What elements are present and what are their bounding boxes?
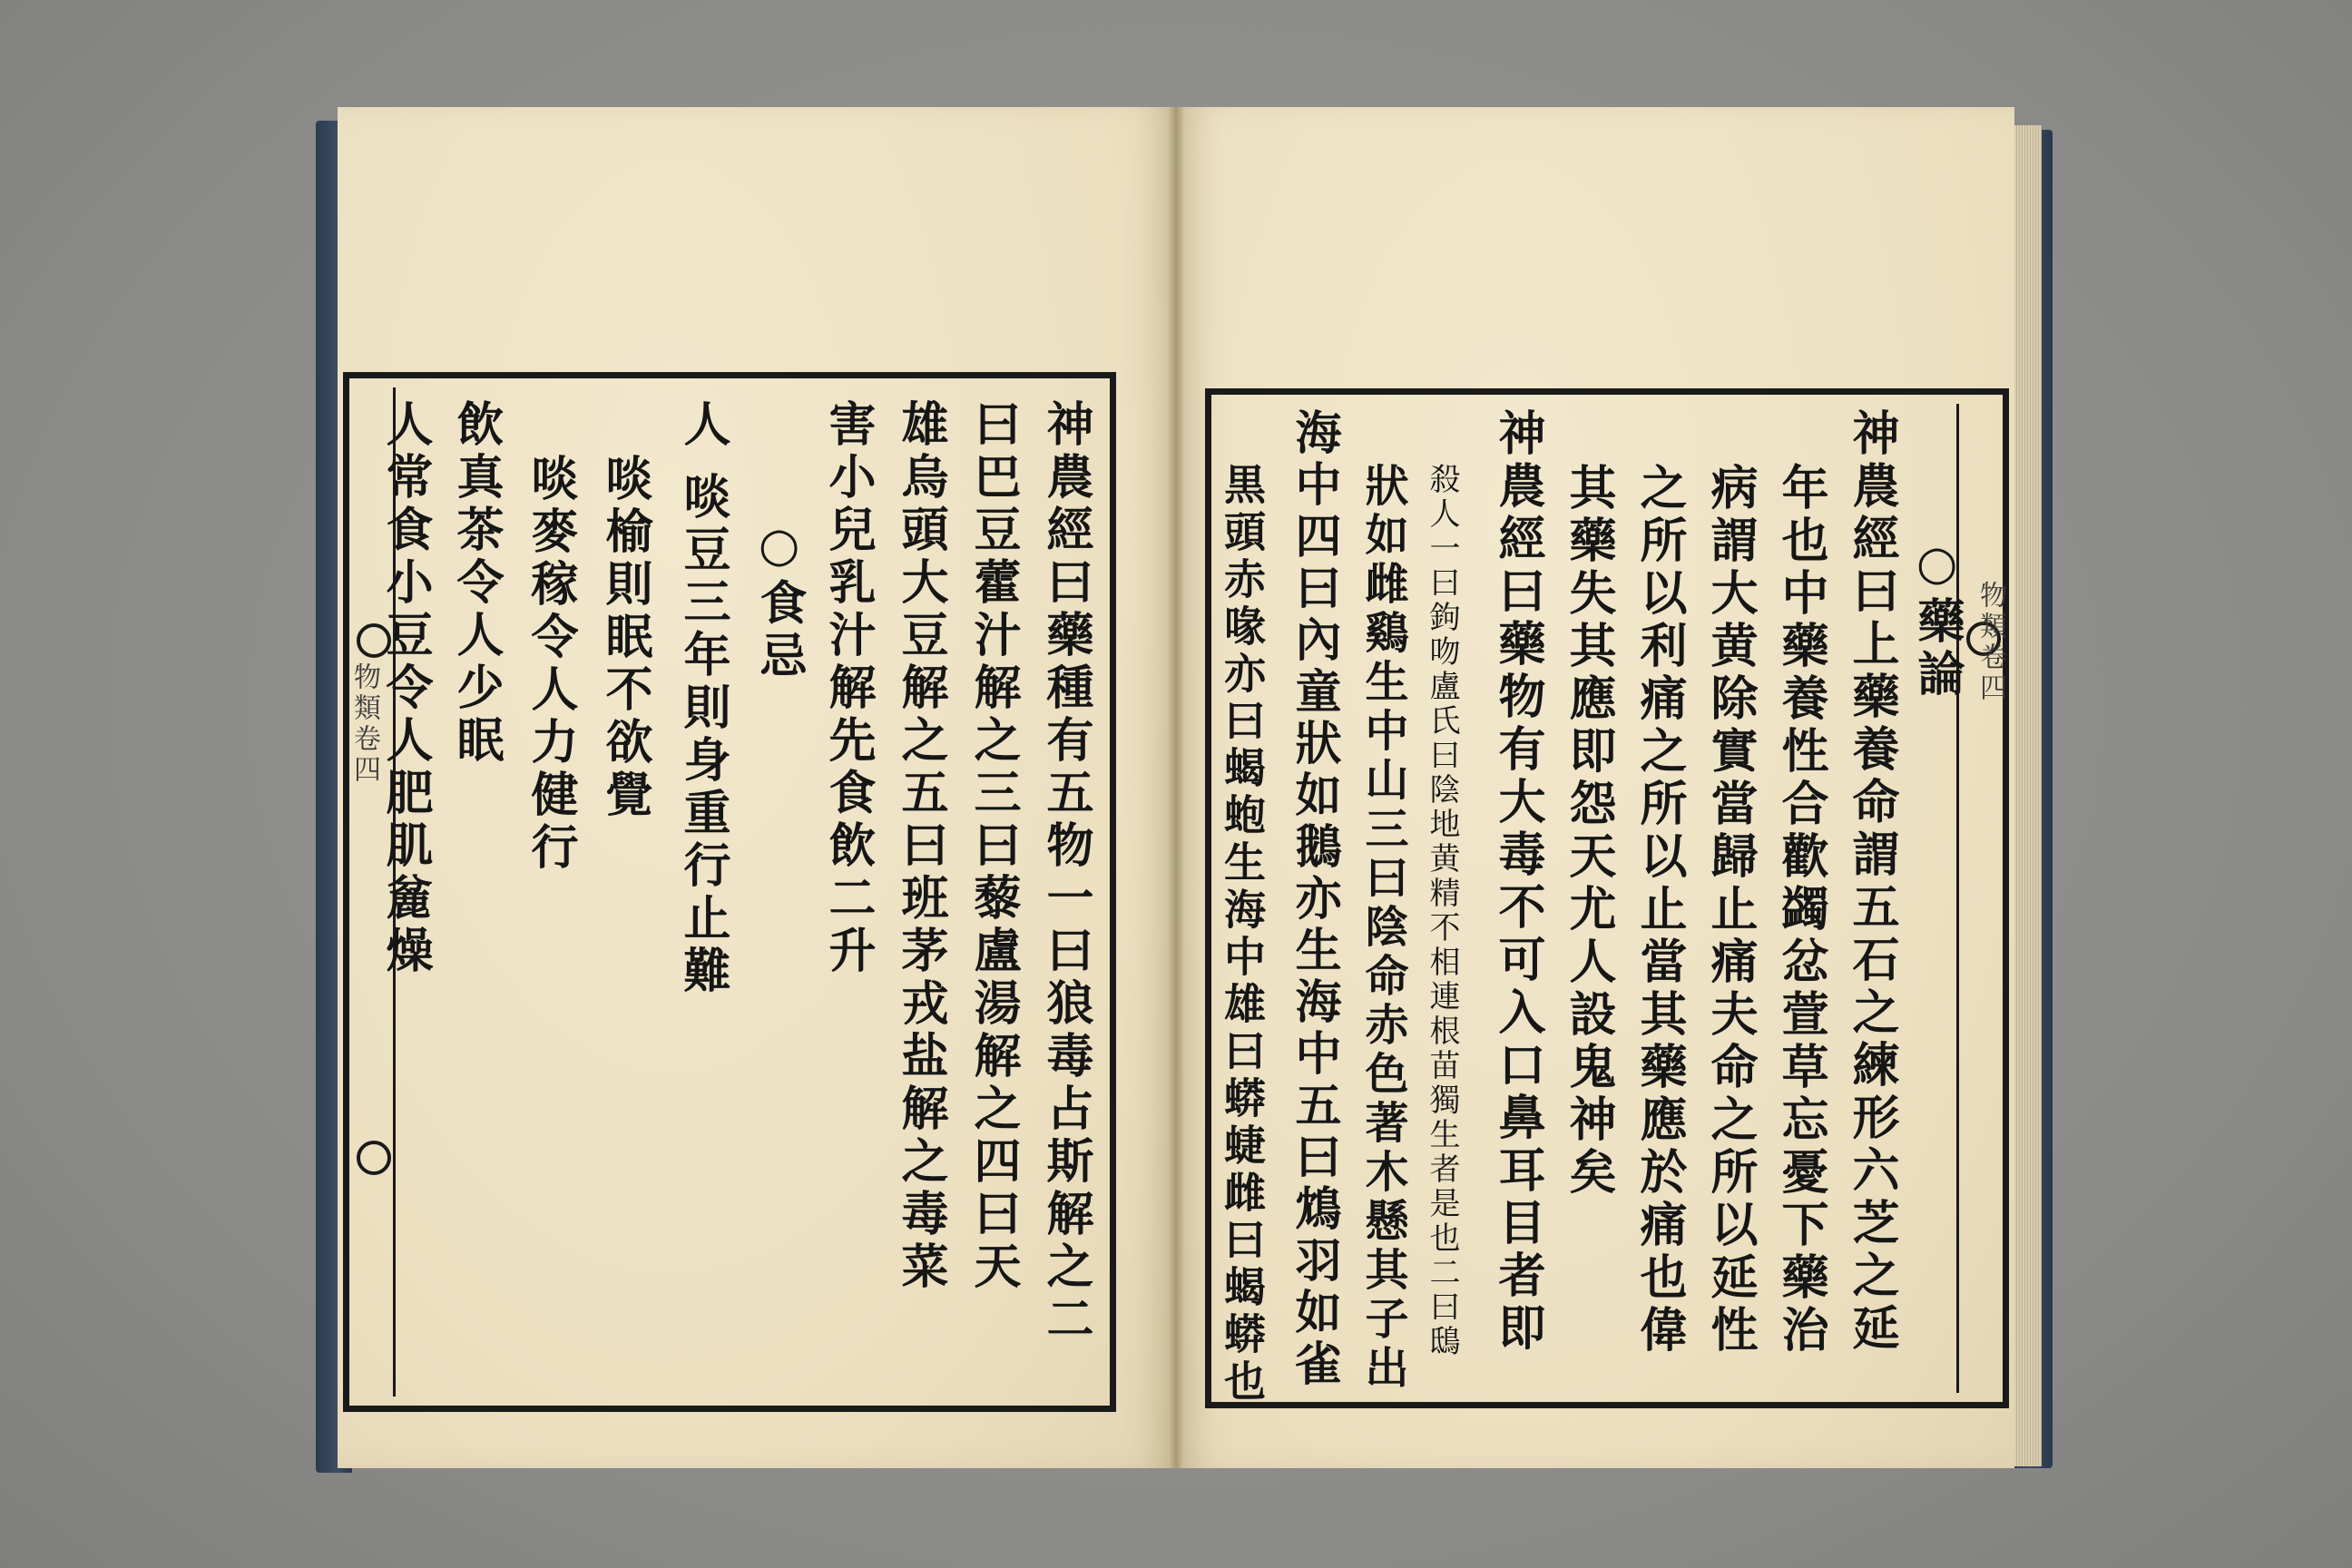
left-col-6: 人	[675, 399, 730, 452]
left-col-10: 人常食小豆令人肥肌麄燥	[377, 399, 433, 978]
right-col-10: 海中四曰內童狀如鵝亦生海中五曰鴆羽如雀	[1287, 408, 1341, 1391]
left-col-7: 啖榆則眠不欲覺	[597, 454, 652, 822]
right-col-6: 其藥失其應即怨天尤人設鬼神矣	[1561, 463, 1616, 1200]
right-col-8: 殺人一曰鉤吻盧氏曰陰地黄精不相連根苗獨生者是也二曰鴟	[1424, 463, 1460, 1359]
right-col-9: 狀如雌鷄生中山三曰陰命赤色著木懸其子出	[1357, 463, 1408, 1394]
left-col-2: 曰巴豆藿汁解之三曰藜盧湯解之四曰天	[965, 399, 1021, 1294]
fishtail-mark-bottom	[357, 1141, 391, 1175]
left-col-5-heading: ○食忌	[751, 517, 807, 683]
right-col-5: 之所以利痛之所以止當其藥應於痛也偉	[1632, 463, 1687, 1357]
left-col-1: 神農經曰藥種有五物一曰狼毒占斯解之二	[1038, 399, 1093, 1347]
left-col-9: 飲真茶令人少眠	[448, 399, 504, 768]
right-col-3: 年也中藥養性合歡蠲忿萱草忘憂下藥治	[1773, 463, 1828, 1357]
right-col-7: 神農經曰藥物有大毒不可入口鼻耳目者即	[1490, 408, 1545, 1356]
left-col-3: 雄烏頭大豆解之五曰班茅戎盐解之毒菜	[893, 399, 948, 1294]
left-margin-title: 物類卷四	[348, 662, 380, 786]
left-col-4: 害小兒乳汁解先食飲二升	[820, 399, 876, 978]
right-col-2: 神農經曰上藥養命謂五石之練形六芝之延	[1844, 408, 1899, 1356]
book-gutter	[1169, 107, 1183, 1468]
right-col-11: 黒頭赤喙亦曰蝎蚫生海中雄曰蟒蜨雌曰蝎蟒也	[1218, 463, 1267, 1406]
left-col-8: 啖麥稼令人力健行	[523, 454, 578, 875]
right-col-1-heading: ○藥論	[1909, 535, 1965, 701]
left-col-6b: 啖豆三年則身重行止難	[675, 472, 730, 998]
right-col-4: 病謂大黄除實當歸止痛夫命之所以延性	[1702, 463, 1758, 1357]
right-margin-title: 物類卷四	[1975, 581, 2006, 704]
